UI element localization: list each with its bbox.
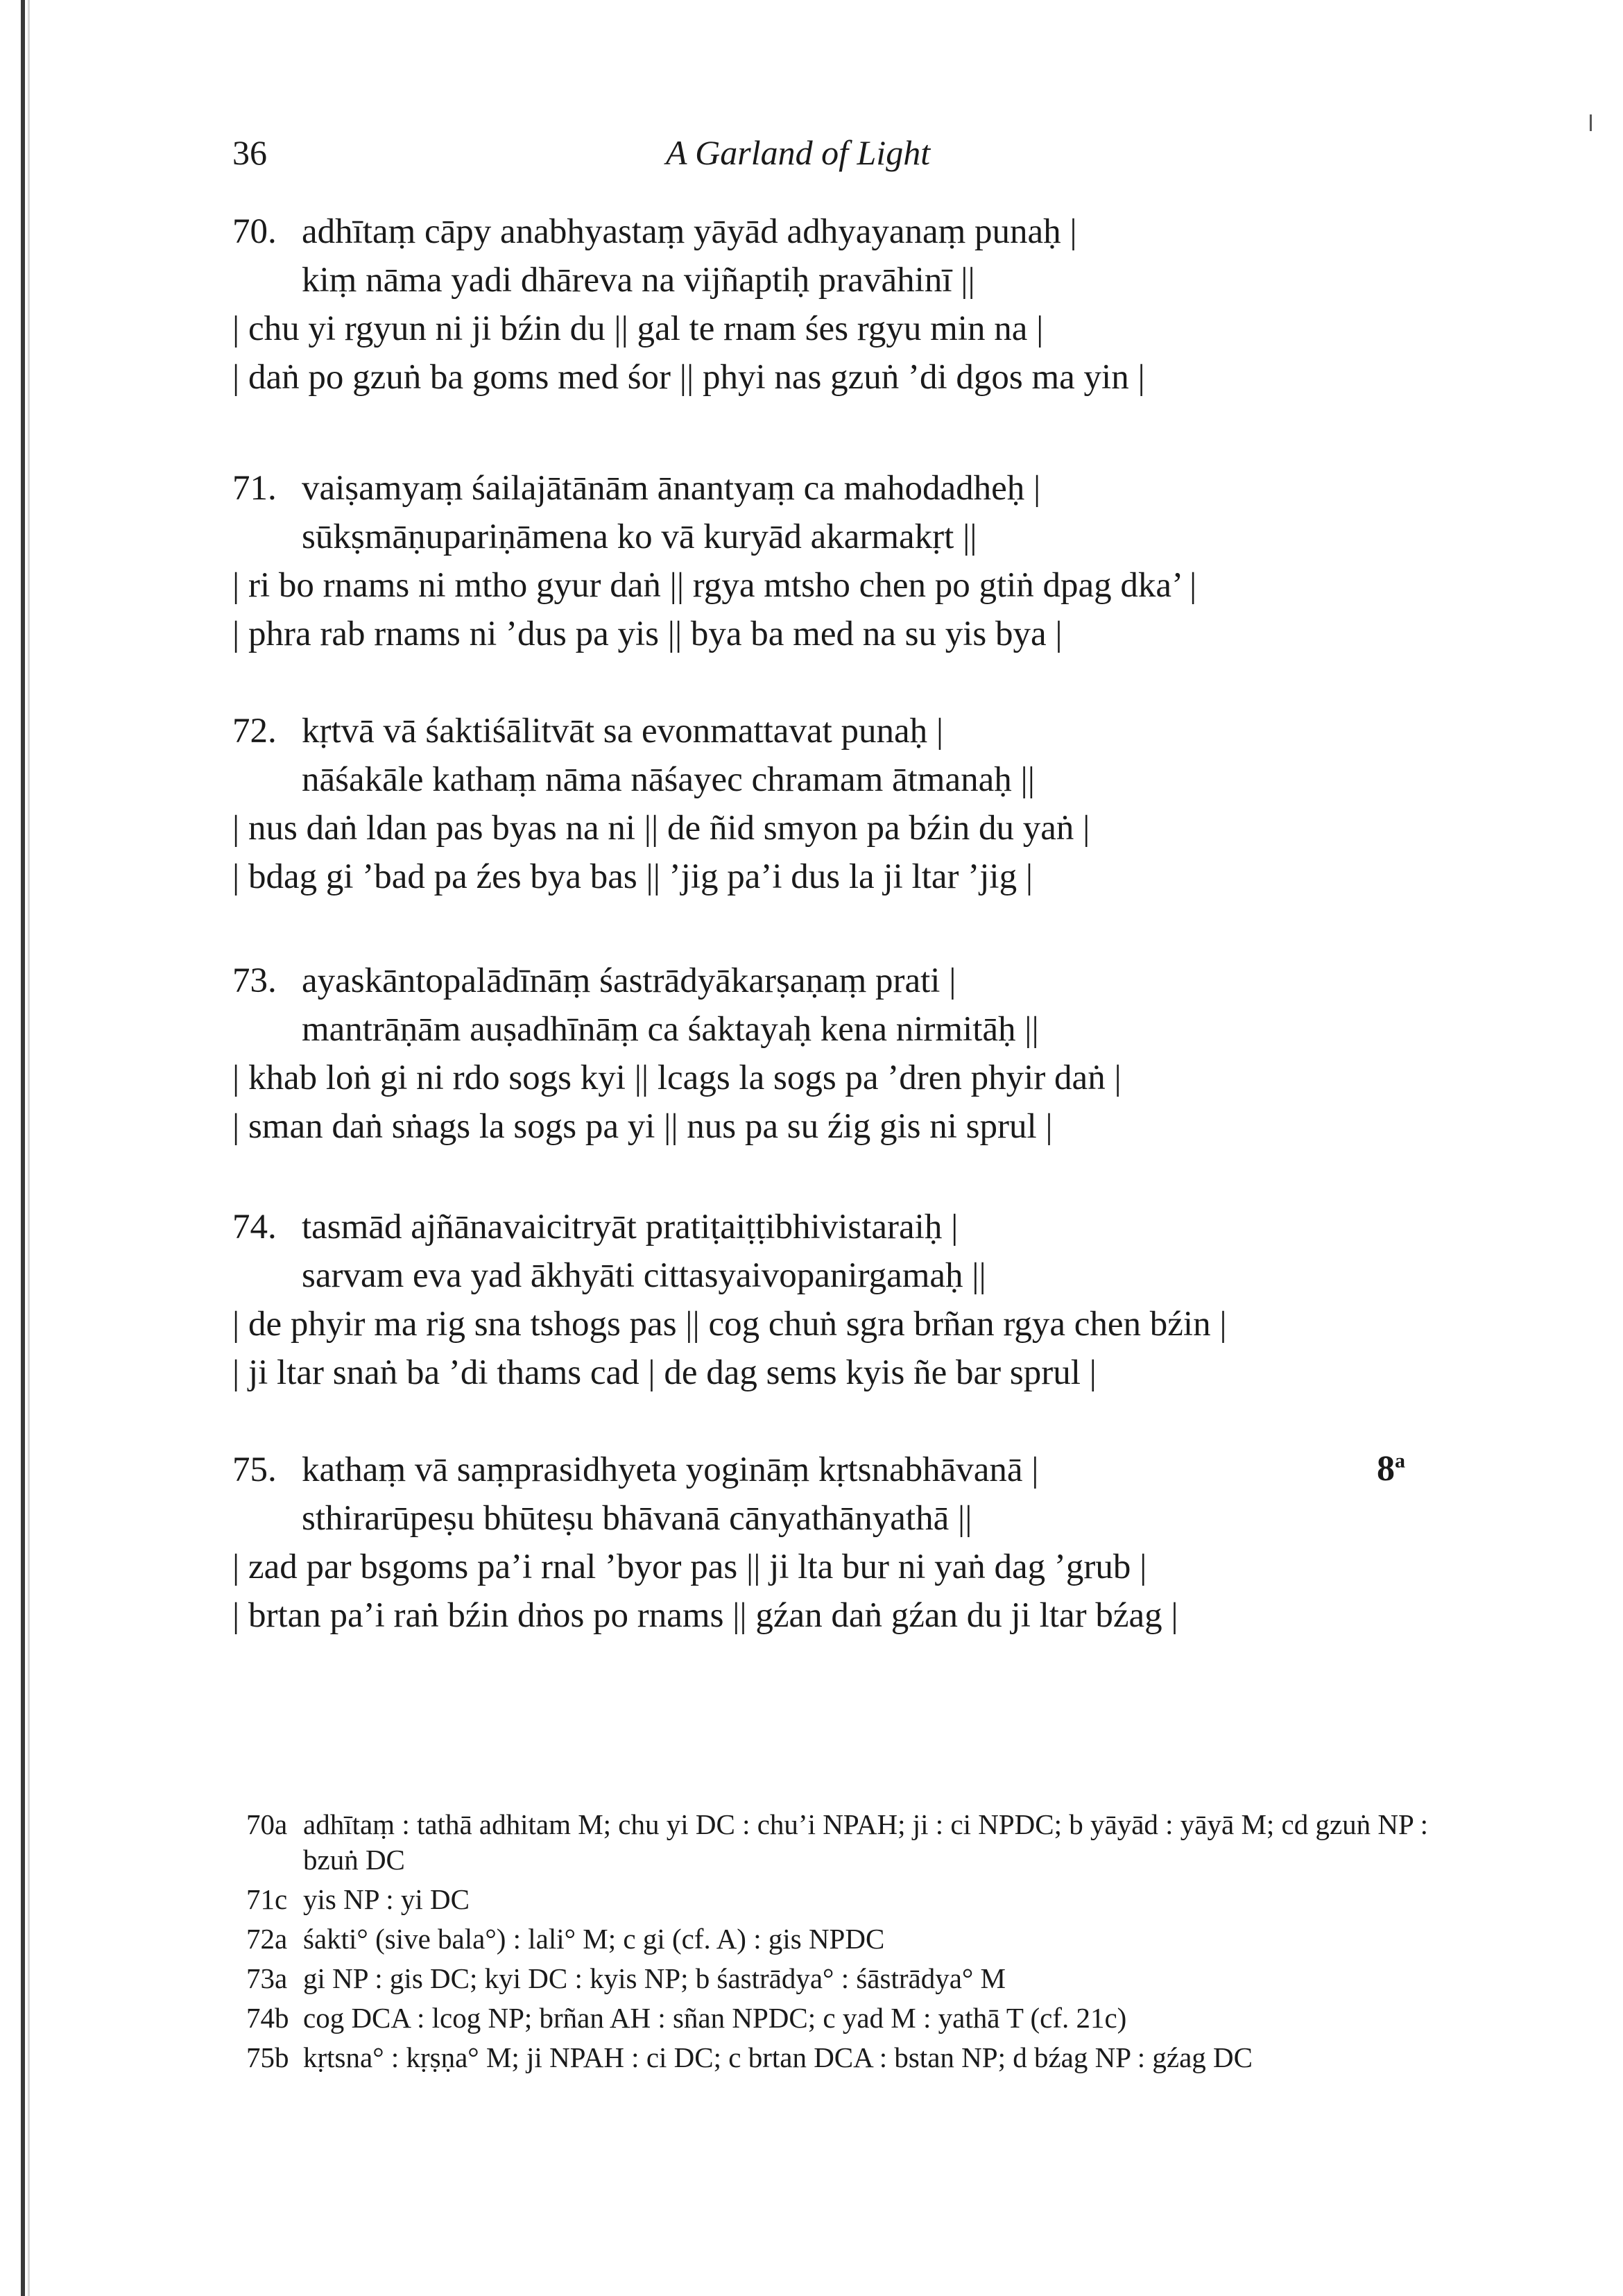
footnote-text: cog DCA : lcog NP; brñan AH : sñan NPDC; c yad M : yathā T (cf. 21c): [303, 2002, 1127, 2034]
tibetan-line: | ri bo rnams ni mtho gyur daṅ || rgya mtsho chen po gtiṅ dpag dka’ |: [232, 566, 1197, 605]
tibetan-line: | sman daṅ sṅags la sogs pa yi || nus pa su źig gis ni sprul |: [232, 1107, 1053, 1146]
running-title: A Garland of Light: [666, 133, 931, 172]
footnote-text: yis NP : yi DC: [303, 1883, 470, 1915]
tibetan-line: | zad par bsgoms pa’i rnal ’byor pas || ji lta bur ni yaṅ dag ’grub |: [232, 1548, 1147, 1586]
footnote: [246, 1882, 1439, 1917]
footnote-id: 74b: [246, 2002, 289, 2034]
sanskrit-line: adhītaṃ cāpy anabhyastaṃ yāyād adhyayanaṃ punaḥ |: [302, 212, 1077, 251]
footnote: [246, 2001, 1439, 2036]
verse-number: 70.: [232, 212, 277, 251]
footnote-id: 70a: [246, 1808, 288, 1840]
verse-number: 75.: [232, 1450, 277, 1489]
scan-binding-shadow: [28, 0, 30, 2296]
verse-number: 73.: [232, 961, 277, 1000]
tibetan-line: | brtan pa’i raṅ bźin dṅos po rnams || gźan daṅ gźan du ji ltar bźag |: [232, 1596, 1178, 1635]
tibetan-line: | daṅ po gzuṅ ba goms med śor || phyi nas gzuṅ ’di dgos ma yin |: [232, 358, 1145, 397]
sanskrit-line: ayaskāntopalādīnāṃ śastrādyākarṣaṇaṃ prati |: [302, 961, 956, 1000]
sanskrit-line: mantrāṇām auṣadhīnāṃ ca śaktayaḥ kena nirmitāḥ ||: [302, 1010, 1039, 1049]
tibetan-line: | phra rab rnams ni ’dus pa yis || bya ba med na su yis bya |: [232, 615, 1063, 653]
verse-number: 72.: [232, 712, 277, 751]
sanskrit-line: kathaṃ vā saṃprasidhyeta yogināṃ kṛtsnabhāvanā |: [302, 1450, 1039, 1489]
verse-number: 71.: [232, 469, 277, 508]
tibetan-line: | khab loṅ gi ni rdo sogs kyi || lcags la sogs pa ’dren phyir daṅ |: [232, 1059, 1122, 1097]
scan-speck: [1590, 114, 1592, 131]
sanskrit-line: sūkṣmāṇupariṇāmena ko vā kuryād akarmakṛt ||: [302, 517, 977, 556]
sanskrit-line: sarvam eva yad ākhyāti cittasyaivopanirgamaḥ ||: [302, 1256, 986, 1295]
verse-number: 74.: [232, 1208, 277, 1246]
footnote: [246, 1921, 1439, 1957]
footnote-text: adhītaṃ : tathā adhitam M; chu yi DC : chu’i NPAH; ji : ci NPDC; b yāyād : yāyā M; cd gzuṅ NP : bzuṅ DC: [303, 1808, 1428, 1876]
footnote-id: 72a: [246, 1923, 288, 1955]
footnote-text: śakti° (sive bala°) : lali° M; c gi (cf. A) : gis NPDC: [303, 1923, 885, 1955]
sanskrit-line: tasmād ajñānavaicitryāt pratiṭaiṭṭibhivistaraiḥ |: [302, 1208, 959, 1246]
sanskrit-line: nāśakāle kathaṃ nāma nāśayec chramam ātmanaḥ ||: [302, 760, 1035, 799]
footnote-text: gi NP : gis DC; kyi DC : kyis NP; b śastrādya° : śāstrādya° M: [303, 1962, 1006, 1994]
tibetan-line: | chu yi rgyun ni ji bźin du || gal te rnam śes rgyu min na |: [232, 309, 1044, 348]
tibetan-line: | ji ltar snaṅ ba ’di thams cad | de dag sems kyis ñe bar sprul |: [232, 1353, 1097, 1392]
tibetan-line: | de phyir ma rig sna tshogs pas || cog chuṅ sgra brñan rgya chen bźin |: [232, 1305, 1227, 1344]
scan-binding-edge: [21, 0, 25, 2296]
footnote-text: kṛtsna° : kṛṣṇa° M; ji NPAH : ci DC; c brtan DCA : bstan NP; d bźag NP : gźag DC: [303, 2041, 1253, 2073]
tibetan-line: | nus daṅ ldan pas byas na ni || de ñid smyon pa bźin du yaṅ |: [232, 809, 1090, 848]
critical-apparatus: [246, 1807, 1439, 2080]
sanskrit-line: vaiṣamyaṃ śailajātānām ānantyaṃ ca mahodadheḥ |: [302, 469, 1041, 508]
footnote-id: 73a: [246, 1962, 288, 1994]
tibetan-line: | bdag gi ’bad pa źes bya bas || ’jig pa’i dus la ji ltar ’jig |: [232, 857, 1033, 896]
sanskrit-line: sthirarūpeṣu bhūteṣu bhāvanā cānyathānyathā ||: [302, 1499, 972, 1538]
page-number: 36: [232, 133, 267, 172]
folio-marker: [1377, 1448, 1405, 1489]
sanskrit-line: kṛtvā vā śaktiśālitvāt sa evonmattavat punaḥ |: [302, 712, 944, 751]
footnote: [246, 2040, 1439, 2075]
footnote-id: 75b: [246, 2041, 289, 2073]
folio-number: 8: [1377, 1449, 1395, 1489]
footnote: [246, 1961, 1439, 1996]
footnote: [246, 1807, 1439, 1878]
folio-side: a: [1395, 1449, 1405, 1473]
sanskrit-line: kiṃ nāma yadi dhāreva na vijñaptiḥ pravāhinī ||: [302, 261, 975, 300]
footnote-id: 71c: [246, 1883, 288, 1915]
